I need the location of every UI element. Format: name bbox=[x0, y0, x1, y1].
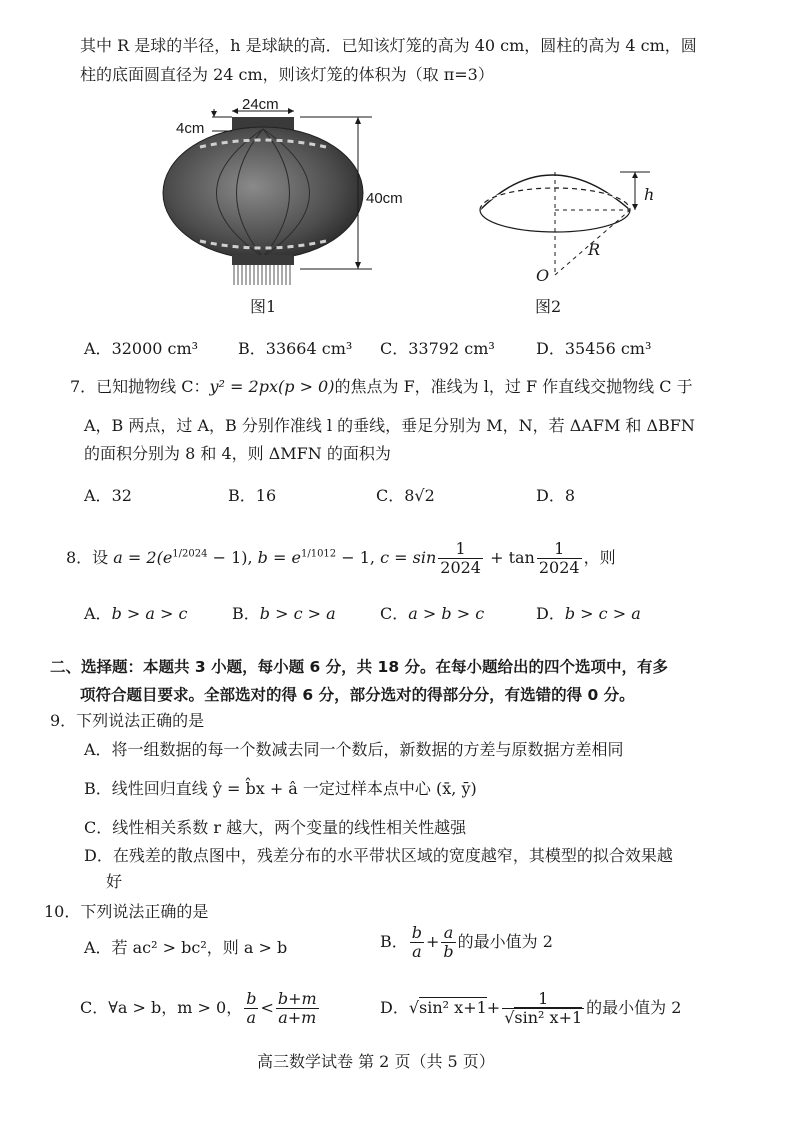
q9-option-c[interactable]: C．线性相关系数 r 越大，两个变量的线性相关性越强 bbox=[84, 818, 467, 837]
q8-option-c[interactable]: C．a > b > c bbox=[380, 604, 485, 623]
figure1-caption: 图1 bbox=[250, 297, 277, 316]
intro-line-2: 柱的底面圆直径为 24 cm，则该灯笼的体积为（取 π=3） bbox=[80, 65, 494, 84]
label-h: h bbox=[644, 185, 655, 204]
q6-option-b[interactable]: B．33664 cm³ bbox=[238, 339, 353, 358]
fraction: $\frac{1}{2024}$ bbox=[440, 539, 481, 577]
fraction: $\frac{1}{2024}$ bbox=[538, 539, 580, 577]
q9-option-b[interactable]: B．线性回归直线 ŷ = b̂x + â 一定过样本点中心 (x̄, ȳ) bbox=[84, 779, 477, 798]
q10-stem: 10．下列说法正确的是 bbox=[44, 902, 209, 921]
section2-heading-1: 二、选择题：本题共 3 小题，每小题 6 分，共 18 分。在每小题给出的四个选项中，有多 bbox=[50, 658, 669, 676]
figure2-caption: 图2 bbox=[535, 297, 562, 316]
q7-option-b[interactable]: B．16 bbox=[228, 486, 277, 505]
q7-option-d[interactable]: D．8 bbox=[536, 486, 576, 505]
q7-line-3: 的面积分别为 8 和 4，则 ΔMFN 的面积为 bbox=[84, 444, 391, 463]
q9-stem: 9．下列说法正确的是 bbox=[50, 711, 205, 730]
page-footer: 高三数学试卷 第 2 页（共 5 页） bbox=[257, 1052, 495, 1071]
q8-option-b[interactable]: B．b > c > a bbox=[232, 604, 336, 623]
q7-option-a[interactable]: A．32 bbox=[84, 486, 132, 505]
label-40cm: 40cm bbox=[366, 190, 403, 207]
label-24cm: 24cm bbox=[242, 96, 279, 113]
q8-stem: 8．设 $a = 2(e^{1/2024} - 1)$, $b = e^{1/1012} - 1$, c = sin $\frac{1}{2024}$ + tan $\frac{1}{2024}$ ，则 bbox=[66, 539, 616, 577]
intro-line-1: 其中 R 是球的半径，h 是球缺的高．已知该灯笼的高为 40 cm，圆柱的高为 4 cm，圆 bbox=[80, 36, 697, 55]
q7-option-c[interactable]: C．8√2 bbox=[376, 486, 435, 505]
q7-line-1: 7．已知抛物线 C：y² = 2px(p > 0)的焦点为 F，准线为 l，过 F 作直线交抛物线 C 于 bbox=[70, 377, 693, 396]
q10-option-c[interactable]: C．∀a > b，m > 0， $\frac{b}{a}$ < $\frac{b+m}{a+m}$ bbox=[80, 989, 317, 1027]
label-O: O bbox=[536, 266, 550, 285]
q8-option-d[interactable]: D．b > c > a bbox=[536, 604, 641, 623]
section2-heading-2: 项符合题目要求。全部选对的得 6 分，部分选对的得部分分，有选错的得 0 分。 bbox=[80, 686, 635, 704]
q8-option-a[interactable]: A．b > a > c bbox=[84, 604, 188, 623]
q10-option-d[interactable]: D．√sin² x+1+ $\frac{1}{\text{√sin² x+1}}$ 的最小值为 2 bbox=[380, 989, 682, 1027]
q7-line-2: A，B 两点，过 A，B 分别作准线 l 的垂线，垂足分别为 M，N，若 ΔAFM 和 ΔBFN bbox=[84, 416, 695, 435]
q9-option-d-line-1[interactable]: D．在残差的散点图中，残差分布的水平带状区域的宽度越窄，其模型的拟合效果越 bbox=[84, 846, 673, 865]
q6-option-a[interactable]: A．32000 cm³ bbox=[84, 339, 199, 358]
q9-option-d-line-2: 好 bbox=[106, 872, 123, 891]
label-R: R bbox=[588, 240, 601, 259]
spherical-cap-figure bbox=[470, 150, 670, 290]
q10-option-a[interactable]: A．若 ac² > bc²，则 a > b bbox=[84, 938, 288, 957]
q9-option-a[interactable]: A．将一组数据的每一个数减去同一个数后，新数据的方差与原数据方差相同 bbox=[84, 740, 624, 759]
q6-option-c[interactable]: C．33792 cm³ bbox=[380, 339, 495, 358]
q10-option-b[interactable]: B． $\frac{b}{a}$ + $\frac{a}{b}$ 的最小值为 2 bbox=[380, 923, 553, 961]
q6-option-d[interactable]: D．35456 cm³ bbox=[536, 339, 652, 358]
label-4cm: 4cm bbox=[176, 120, 205, 137]
